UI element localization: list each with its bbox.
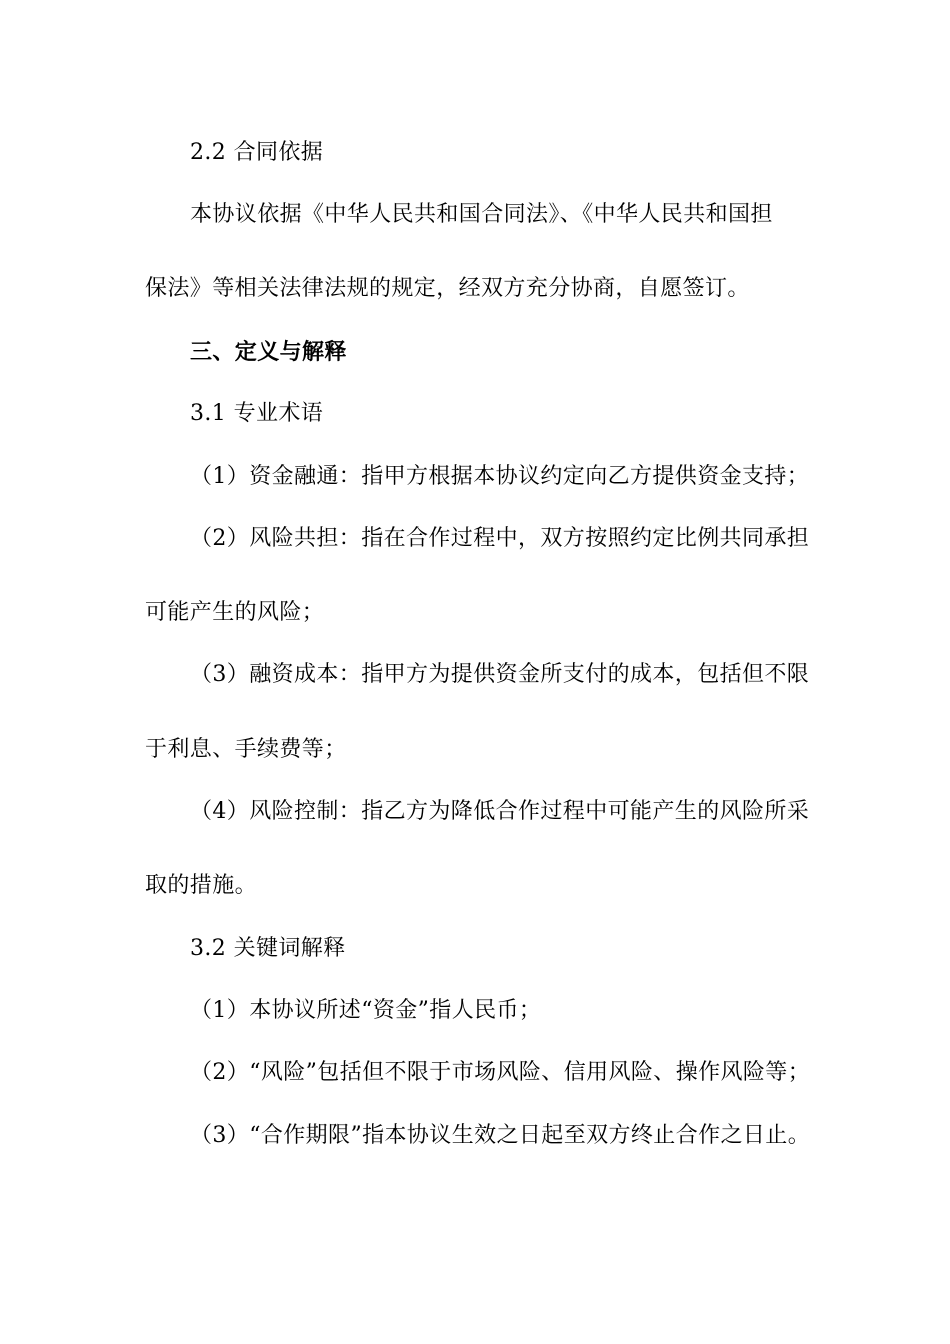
section-3-2-heading: 3.2 关键词解释 bbox=[190, 936, 346, 961]
term-item-3-line-1: （3）融资成本：指甲方为提供资金所支付的成本，包括但不限 bbox=[190, 662, 810, 687]
section-2-2-body-line-1: 本协议依据《中华人民共和国合同法》、《中华人民共和国担 bbox=[190, 202, 773, 227]
term-item-2-line-2: 可能产生的风险； bbox=[145, 600, 325, 625]
term-item-3-line-2: 于利息、手续费等； bbox=[145, 737, 347, 762]
term-item-4-line-2: 取的措施。 bbox=[145, 873, 258, 898]
term-item-4-line-1: （4）风险控制：指乙方为降低合作过程中可能产生的风险所采 bbox=[190, 799, 810, 824]
section-3-heading: 三、定义与解释 bbox=[190, 339, 347, 365]
term-item-1: （1）资金融通：指甲方根据本协议约定向乙方提供资金支持； bbox=[190, 464, 810, 489]
keyword-item-2: （2）“风险”包括但不限于市场风险、信用风险、操作风险等； bbox=[190, 1060, 811, 1085]
keyword-item-3: （3）“合作期限”指本协议生效之日起至双方终止合作之日止。 bbox=[190, 1123, 811, 1148]
section-3-1-heading: 3.1 专业术语 bbox=[190, 401, 324, 426]
term-item-2-line-1: （2）风险共担：指在合作过程中，双方按照约定比例共同承担 bbox=[190, 526, 810, 551]
section-2-2-heading: 2.2 合同依据 bbox=[190, 140, 324, 165]
keyword-item-1: （1）本协议所述“资金”指人民币； bbox=[190, 998, 542, 1023]
section-2-2-body-line-2: 保法》等相关法律法规的规定，经双方充分协商，自愿签订。 bbox=[145, 276, 750, 301]
